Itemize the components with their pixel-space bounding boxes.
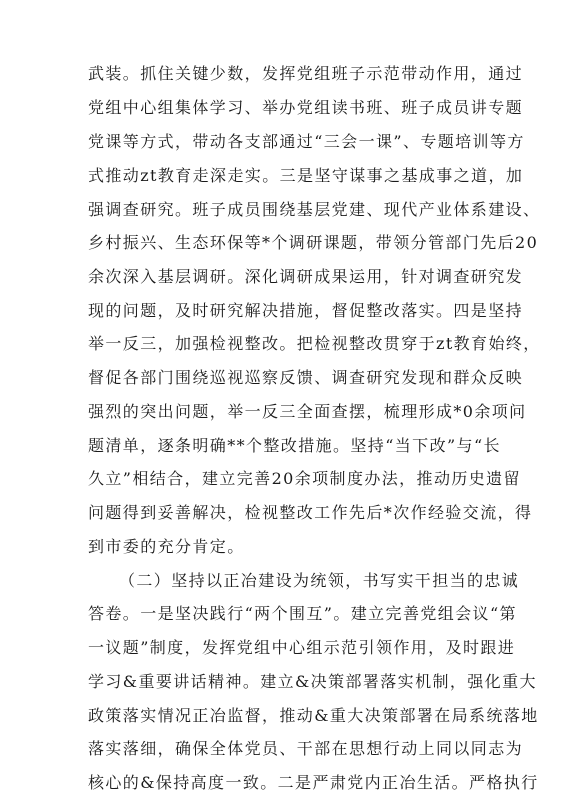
text-line: 举一反三，加强检视整改。把检视整改贯穿于zt教育始终， — [88, 334, 541, 353]
text-line: 到市委的充分肯定。 — [88, 537, 245, 556]
text-line: 答卷。一是坚决践行“两个围互”。建立完善党组会议“第 — [88, 604, 517, 623]
text-line: 强调查研究。班子成员围绕基层党建、现代产业体系建设、 — [88, 200, 541, 219]
text-line: 督促各部门围绕巡视巡察反馈、调查研究发现和群众反映 — [88, 368, 524, 387]
text-line: 党组中心组集体学习、举办党组读书班、班子成员讲专题 — [88, 98, 524, 117]
text-line: 武装。抓住关键少数，发挥党组班子示范带动作用，通过 — [88, 64, 524, 83]
text-line: 学习&重要讲话精神。建立&决策部署落实机制，强化重大 — [88, 672, 537, 691]
text-line: 强烈的突出问题，举一反三全面查摆，梳理形成*0余项问 — [88, 402, 527, 421]
text-line: 政策落实情况正冶监督，推动&重大决策部署在局系统落地 — [88, 706, 539, 725]
text-line: 落实落细，确保全体党员、干部在思想行动上同以同志为 — [88, 739, 524, 758]
text-line: 式推动zt教育走深走实。三是坚守谋事之基成事之道，加 — [88, 166, 524, 185]
text-line: 一议题”制度，发挥党组中心组示范引领作用，及时跟进 — [88, 638, 516, 657]
text-line: 乡村振兴、生态环保等*个调研课题，带领分管部门先后20 — [88, 233, 539, 252]
text-line: 现的问题，及时研究解决措施，督促整改落实。四是坚持 — [88, 301, 524, 320]
text-line: 题清单，逐条明确**个整改措施。坚持“当下改”与“长 — [88, 436, 501, 455]
text-line: 问题得到妥善解决，检视整改工作先后*次作经验交流，得 — [88, 503, 533, 522]
text-line: 核心的&保持高度一致。二是严肃党内正冶生活。严格执行 — [88, 773, 539, 792]
section-heading-line: （二）坚持以正冶建设为统领，书写实干担当的忠诚 — [119, 571, 520, 590]
text-line: 党课等方式，带动各支部通过“三会一课”、专题培训等方 — [88, 132, 525, 151]
text-line: 余次深入基层调研。深化调研成果运用，针对调查研究发 — [88, 267, 524, 286]
text-line: 久立”相结合，建立完善20余项制度办法，推动历史遗留 — [88, 469, 521, 488]
